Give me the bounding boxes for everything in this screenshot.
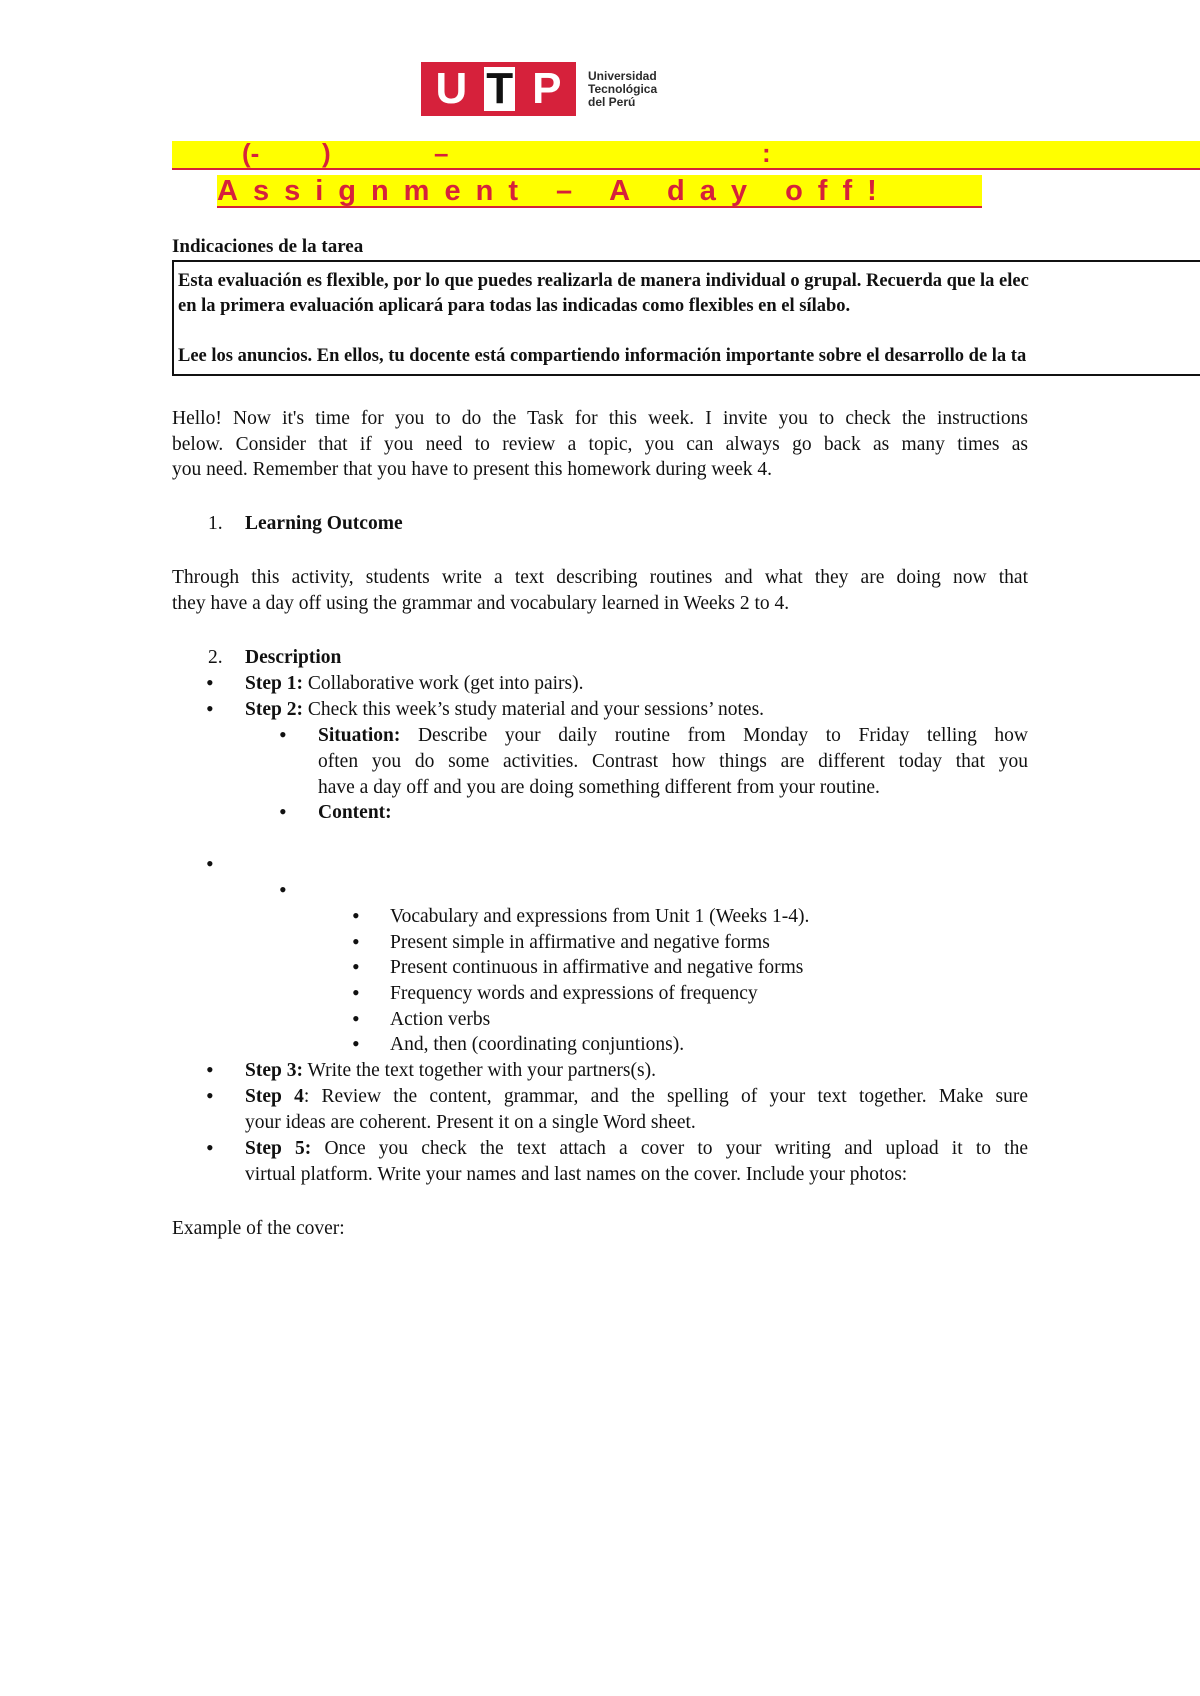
step-label: Step 2: [245, 699, 303, 720]
content-item: Vocabulary and expressions from Unit 1 (Weeks 1-4). [390, 906, 810, 927]
bullet-icon: • [279, 799, 287, 824]
header-mark: (- [242, 138, 260, 168]
bullet-icon: • [206, 1057, 214, 1082]
logo-letter-p: P [532, 64, 562, 113]
bullet-icon: • [279, 877, 287, 902]
bullet-icon: • [352, 1031, 360, 1056]
bullet-icon: • [352, 903, 360, 928]
step-text: Once you check the text attach a cover to your writing and upload it to the [311, 1138, 1028, 1159]
intro-line: below. Consider that if you need to review a topic, you can always go back as many times as [172, 434, 1028, 455]
logo-line: del Perú [588, 94, 636, 109]
header-band [172, 138, 1200, 170]
logo-mark [421, 62, 576, 116]
indicaciones-title: Indicaciones de la tarea [172, 236, 364, 257]
logo-line: Tecnológica [588, 81, 658, 96]
logo-letter-u: U [435, 64, 468, 113]
bullet-icon: • [352, 980, 360, 1005]
step-text: : Review the content, grammar, and the spelling of your text together. Make sure [303, 1086, 1028, 1107]
step-label: Step 4 [245, 1086, 304, 1107]
bullet-icon: • [206, 1083, 214, 1108]
bullet-icon: • [206, 670, 214, 695]
content-item: Action verbs [390, 1009, 491, 1030]
outcome-line: Through this activity, students write a text describing routines and what they are doing now that [172, 567, 1028, 588]
step-text: Check this week’s study material and your sessions’ notes. [302, 699, 765, 720]
logo-letter-t: T [486, 64, 514, 113]
step-3 [245, 1058, 656, 1083]
section-number: 2. [208, 647, 223, 668]
content-label: Content: [318, 802, 392, 823]
bullet-icon: • [352, 954, 360, 979]
step-label: Step 3: [245, 1060, 303, 1081]
section-title-learning-outcome: Learning Outcome [245, 513, 403, 534]
content-item: Frequency words and expressions of frequency [390, 983, 758, 1004]
outcome-line: they have a day off using the grammar and vocabulary learned in Weeks 2 to 4. [172, 593, 790, 614]
logo-line: Universidad [588, 68, 657, 83]
header-mark: : [762, 138, 771, 168]
bullet-icon: • [206, 1135, 214, 1160]
content-item: Present continuous in affirmative and negative forms [390, 957, 804, 978]
indicaciones-line: en la primera evaluación aplicará para todas las indicadas como flexibles en el sílabo. [178, 296, 851, 316]
situation-line: have a day off and you are doing something different from your routine. [318, 777, 880, 798]
step-1 [245, 671, 583, 696]
bullet-icon: • [352, 1006, 360, 1031]
situation-text: Describe your daily routine from Monday to Friday telling how [400, 725, 1028, 746]
step-4 [245, 1084, 1028, 1109]
intro-line: Hello! Now it's time for you to do the Task for this week. I invite you to check the instructions [172, 408, 1028, 429]
utp-logo [421, 62, 657, 116]
logo-wordmark [588, 70, 657, 109]
step-2 [245, 697, 764, 722]
situation-line [318, 723, 1028, 748]
intro-line: you need. Remember that you have to present this homework during week 4. [172, 459, 773, 480]
step-5 [245, 1136, 1028, 1161]
indicaciones-line: Esta evaluación es flexible, por lo que puedes realizarla de manera individual o grupal. Recuerda que la elec [178, 271, 1029, 291]
step-4-line: your ideas are coherent. Present it on a single Word sheet. [245, 1112, 696, 1133]
situation-label: Situation: [318, 725, 401, 746]
step-5-line: virtual platform. Write your names and last names on the cover. Include your photos: [245, 1164, 908, 1185]
bullet-icon: • [206, 851, 214, 876]
example-label: Example of the cover: [172, 1218, 345, 1239]
content-item: Present simple in affirmative and negative forms [390, 932, 770, 953]
header-mark: ) [322, 138, 331, 168]
step-text: Collaborative work (get into pairs). [302, 673, 584, 694]
content-item: And, then (coordinating conjuntions). [390, 1034, 685, 1055]
step-text: Write the text together with your partners(s). [302, 1060, 656, 1081]
section-number: 1. [208, 513, 223, 534]
situation-line: often you do some activities. Contrast how things are different today that you [318, 751, 1028, 772]
bullet-icon: • [206, 696, 214, 721]
bullet-icon: • [352, 929, 360, 954]
header-mark: – [434, 138, 449, 168]
bullet-icon: • [279, 722, 287, 747]
step-label: Step 5: [245, 1138, 312, 1159]
step-label: Step 1: [245, 673, 303, 694]
section-title-description: Description [245, 647, 342, 668]
indicaciones-line: Lee los anuncios. En ellos, tu docente está compartiendo información importante sobre el desarrollo de la ta [178, 346, 1027, 366]
indicaciones-box [172, 260, 1200, 376]
assignment-title: Assignment – A day off! [217, 175, 982, 208]
